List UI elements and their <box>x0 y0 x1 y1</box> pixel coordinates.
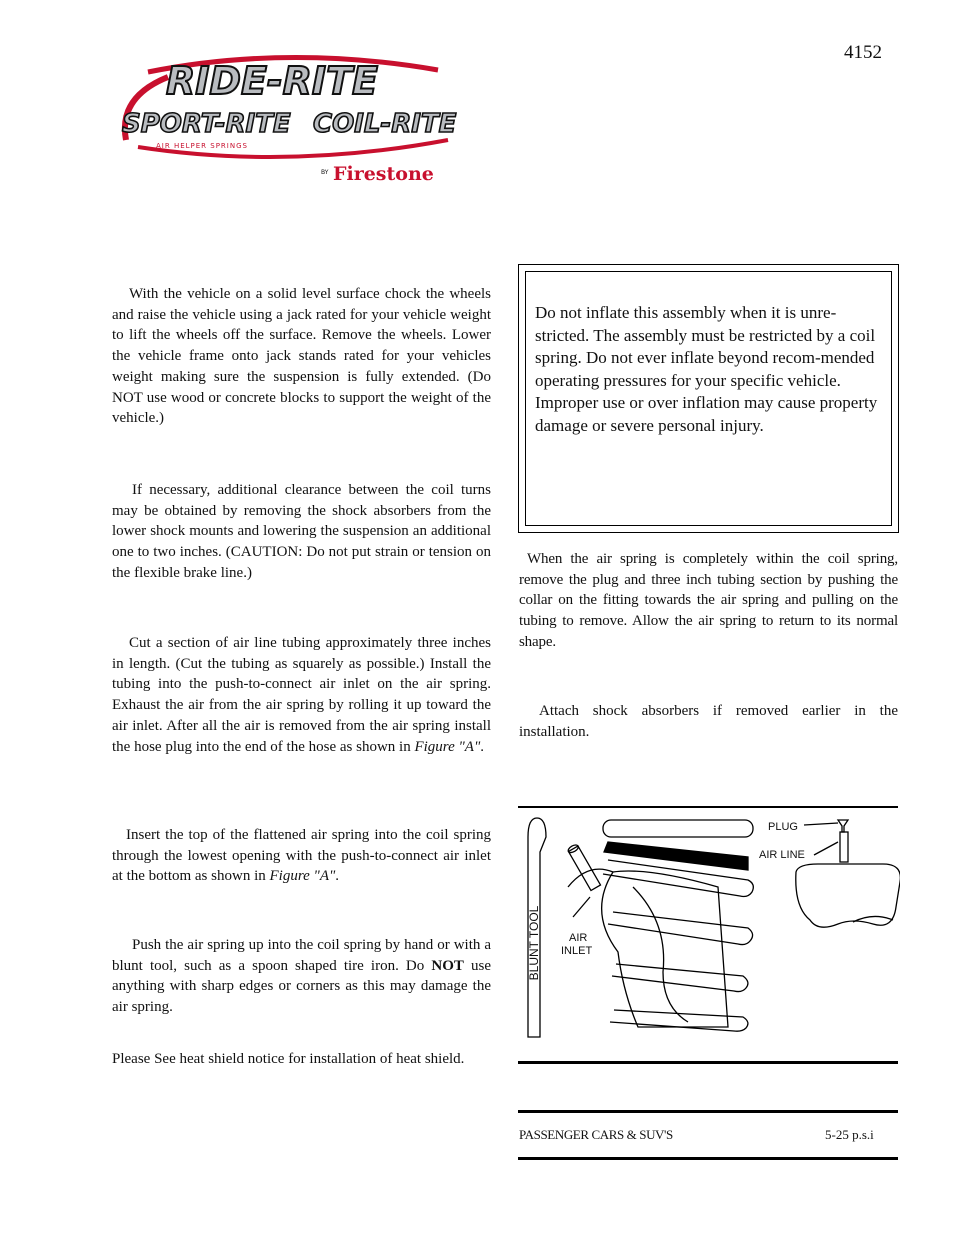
logo-coil-rite: COIL-RITE <box>313 109 457 139</box>
step-cut-tubing: Cut a section of air line tubing approximately three inches in length. (Cut the tubing as squarely as possible.) Install the tubing into the push-to-connect air inlet on the air spring. Exhaust the air from the air spring by rolling it up toward the air inlet. After all the air is removed from the air spring install the hose plug into the end of the hose as shown in Figure "A". <box>112 635 491 755</box>
step-push-air-spring: Push the air spring up into the coil spring by hand or with a blunt tool, such as a spoon shaped tire iron. Do NOT use anything with sharp edges or corners as this may damage the air spring. <box>112 937 491 1016</box>
logo-ride-rite: RIDE-RITE <box>166 59 378 103</box>
step-jack-vehicle: With the vehicle on a solid level surface chock the wheels and raise the vehicle using a jack rated for your vehicle weight to lift the wheels off the surface. Remove the wheels. Lower the vehicle frame onto jack stands rated for your vehicles weight making sure the suspension is fully extended. (Do NOT use wood or concrete blocks to support the weight of the vehicle.) <box>112 286 491 427</box>
logo-firestone: Firestone <box>333 163 434 185</box>
figure-bottom-rule <box>518 1061 898 1064</box>
step-insert-air-spring: Insert the top of the flattened air spring into the coil spring through the lowest opening with the push-to-connect air inlet at the bottom as shown in Figure "A". <box>112 827 491 885</box>
logo-graphic <box>108 52 483 192</box>
pressure-label: 5-25 p.s.i <box>825 1127 874 1142</box>
logo-sport-rite: SPORT-RITE <box>122 109 291 139</box>
step-cut-tubing-text: Cut a section of air line tubing approximately three inches in length. (Cut the tubing as squarely as possible.) Install the tubing into the push-to-connect air inlet on the air spring. Exhaust the air from the air spring by rolling it up toward the air inlet. After all the air is removed from the air spring install the hose plug into the end of the hose as shown in <box>112 635 491 755</box>
footer-bottom-rule <box>518 1157 898 1160</box>
warning-text: Do not inflate this assembly when it is unre-stricted. The assembly must be restricted by a coil spring. Do not ever inflate beyond recom-mended operating pressures for your specific vehicle. Improper use or over inflation may cause property damage or severe personal injury. <box>535 303 878 435</box>
step-remove-plug: When the air spring is completely within the coil spring, remove the plug and three inch tubing section by pushing the collar on the fitting towards the air spring and pulling on the tubing to remove. Allow the air spring to return to its normal shape. <box>519 551 898 650</box>
not-emphasis: NOT <box>431 957 464 974</box>
plug-label: PLUG <box>768 821 798 833</box>
footer-top-rule <box>518 1110 898 1113</box>
air-inlet-label-1: AIR <box>569 932 588 944</box>
figure-a-reference: Figure "A" <box>269 868 336 885</box>
document-number: 4152 <box>844 42 882 63</box>
air-line-label: AIR LINE <box>759 849 805 861</box>
step-additional-clearance: If necessary, additional clearance between the coil turns may be obtained by removing the shock absorbers from the lower shock mounts and lowering the suspension an additional one to two inches. (CAUTION: Do not put strain or tension on the flexible brake line.) <box>112 482 491 581</box>
blunt-tool-label: BLUNT TOOL <box>527 905 541 981</box>
step-attach-shocks: Attach shock absorbers if removed earlier in the installation. <box>519 703 898 740</box>
logo-tagline: AIR HELPER SPRINGS <box>156 142 248 150</box>
air-inlet-label-2: INLET <box>561 945 593 957</box>
warning-box <box>518 264 899 533</box>
step-insert-text: Insert the top of the flattened air spring into the coil spring through the lowest opening with the push-to-connect air inlet at the bottom as shown in <box>112 827 491 885</box>
heat-shield-note: Please See heat shield notice for installation of heat shield. <box>112 1051 465 1067</box>
figure-top-rule <box>518 806 898 808</box>
application-label: PASSENGER CARS & SUV'S <box>519 1127 673 1142</box>
logo-by: BY <box>321 169 329 176</box>
brand-logo <box>108 52 483 192</box>
figure-a-reference: Figure "A" <box>414 738 481 755</box>
